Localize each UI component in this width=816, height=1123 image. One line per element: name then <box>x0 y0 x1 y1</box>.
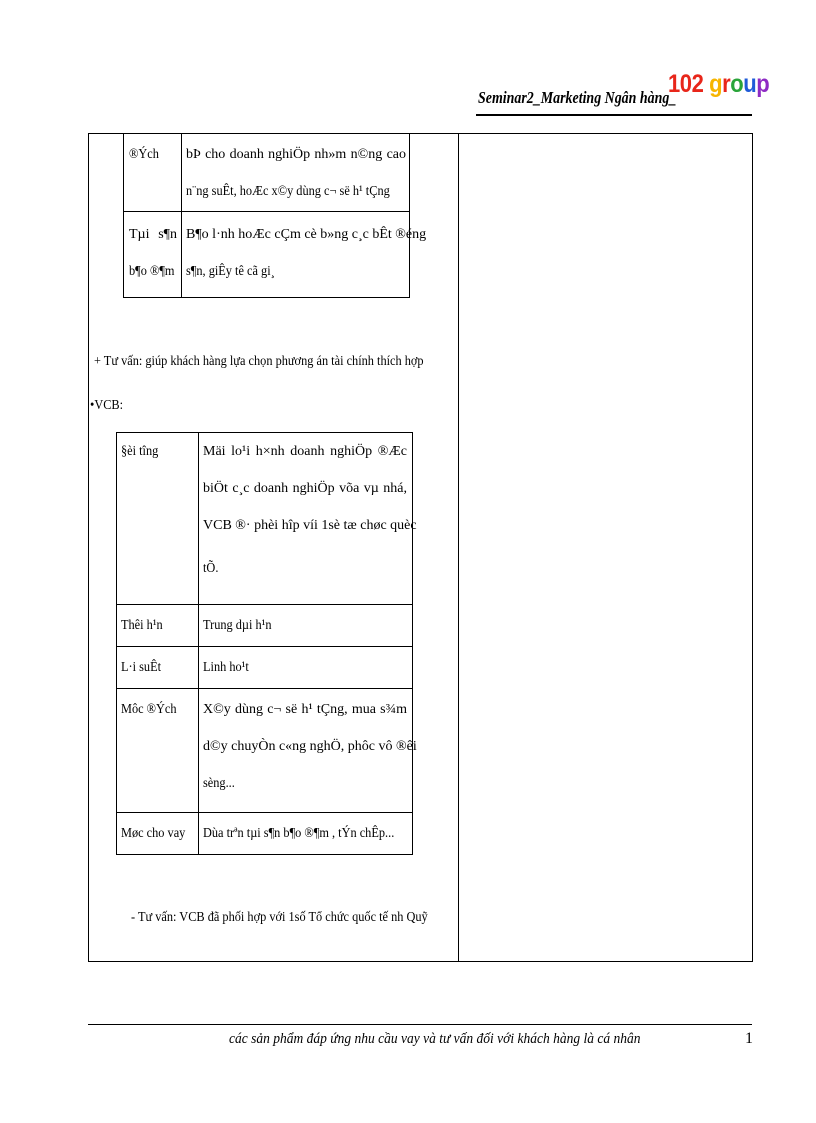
row-line: Mäi lo¹i h×nh doanh nghiÖp ®Æc <box>203 444 407 459</box>
paragraph-tu-van: + Tư vấn: giúp khách hàng lựa chọn phương án tài chính thích hợp <box>94 354 424 369</box>
table-row <box>124 134 410 212</box>
table-cell-value <box>199 433 417 605</box>
table-cell-label <box>124 212 182 298</box>
row-label-line: b¶o ®¶m <box>129 264 175 279</box>
footer-caption: các sản phẩm đáp ứng nhu cầu vay và tư vấn đối với khách hàng là cá nhân <box>229 1031 641 1047</box>
row-line: B¶o l·nh hoÆc cÇm cè b»ng c¸c bÊt ®éng <box>186 227 427 242</box>
row-label: Møc cho vay <box>121 826 186 841</box>
logo-letter: g <box>709 70 723 98</box>
table-cell-value <box>199 647 413 689</box>
table-row <box>117 647 413 689</box>
table-row <box>124 212 410 298</box>
logo-letter: u <box>743 70 757 98</box>
row-line: sèng... <box>203 776 235 791</box>
row-label: L·i suÊt <box>121 660 162 675</box>
row-line: tÕ. <box>203 561 219 576</box>
column-divider <box>458 133 459 961</box>
table-row <box>117 813 413 855</box>
loan-table-business <box>123 133 427 298</box>
table-cell-label <box>117 605 199 647</box>
row-label: Môc ®Ých <box>121 702 177 717</box>
row-line: VCB ®· phèi hîp víi 1sè tæ chøc quèc <box>203 518 417 533</box>
group-logo <box>668 70 769 99</box>
table-row <box>117 689 413 813</box>
loan-table-vcb <box>116 432 417 855</box>
row-line: bÞ cho doanh nghiÖp nh»m n©ng cao <box>186 147 406 162</box>
row-line: Dùa trªn tµi s¶n b¶o ®¶m , tÝn chÊp... <box>203 826 395 841</box>
table-cell-value <box>199 689 417 813</box>
paragraph-tu-van-vcb: - Tư vấn: VCB đã phối hợp với 1số Tổ chức quốc tế nh Quỹ <box>131 910 428 925</box>
row-label: ®Ých <box>129 147 159 162</box>
row-line: biÖt c¸c doanh nghiÖp võa vµ nhá, <box>203 481 407 496</box>
row-line: d©y chuyÒn c«ng nghÖ, phôc vô ®êi <box>203 739 417 754</box>
table-cell-value <box>199 813 413 855</box>
table-cell-label <box>117 813 199 855</box>
logo-letter: o <box>730 70 744 98</box>
logo-letter: r <box>722 70 731 98</box>
row-line: X©y dùng c¬ së h¹ tÇng, mua s¾m <box>203 702 407 717</box>
row-label-line: Tµi s¶n <box>129 227 177 242</box>
table-cell-value <box>182 212 427 298</box>
header-rule <box>476 114 752 116</box>
paragraph-vcb-label: •VCB: <box>90 398 124 413</box>
logo-number: 102 <box>668 70 704 98</box>
table-cell-value <box>182 134 410 212</box>
row-line: Trung dµi h¹n <box>203 618 272 633</box>
row-line: Linh ho¹t <box>203 660 249 675</box>
footer-rule <box>88 1024 752 1025</box>
table-row <box>117 433 413 605</box>
row-label: Thêi h¹n <box>121 618 163 633</box>
row-line: n¨ng suÊt, hoÆc x©y dùng c¬ së h¹ tÇng <box>186 184 390 199</box>
row-line: s¶n, giÊy tê cã gi¸ <box>186 264 275 279</box>
table-row <box>117 605 413 647</box>
table-cell-label <box>124 134 182 212</box>
logo-letter: p <box>756 70 770 98</box>
page-number: 1 <box>745 1030 753 1047</box>
table-cell-label <box>117 689 199 813</box>
table-cell-label <box>117 433 199 605</box>
table-cell-label <box>117 647 199 689</box>
header-title: Seminar2_Marketing Ngân hàng_ <box>478 88 677 107</box>
row-label: §èi tîng <box>121 444 159 459</box>
table-cell-value <box>199 605 413 647</box>
